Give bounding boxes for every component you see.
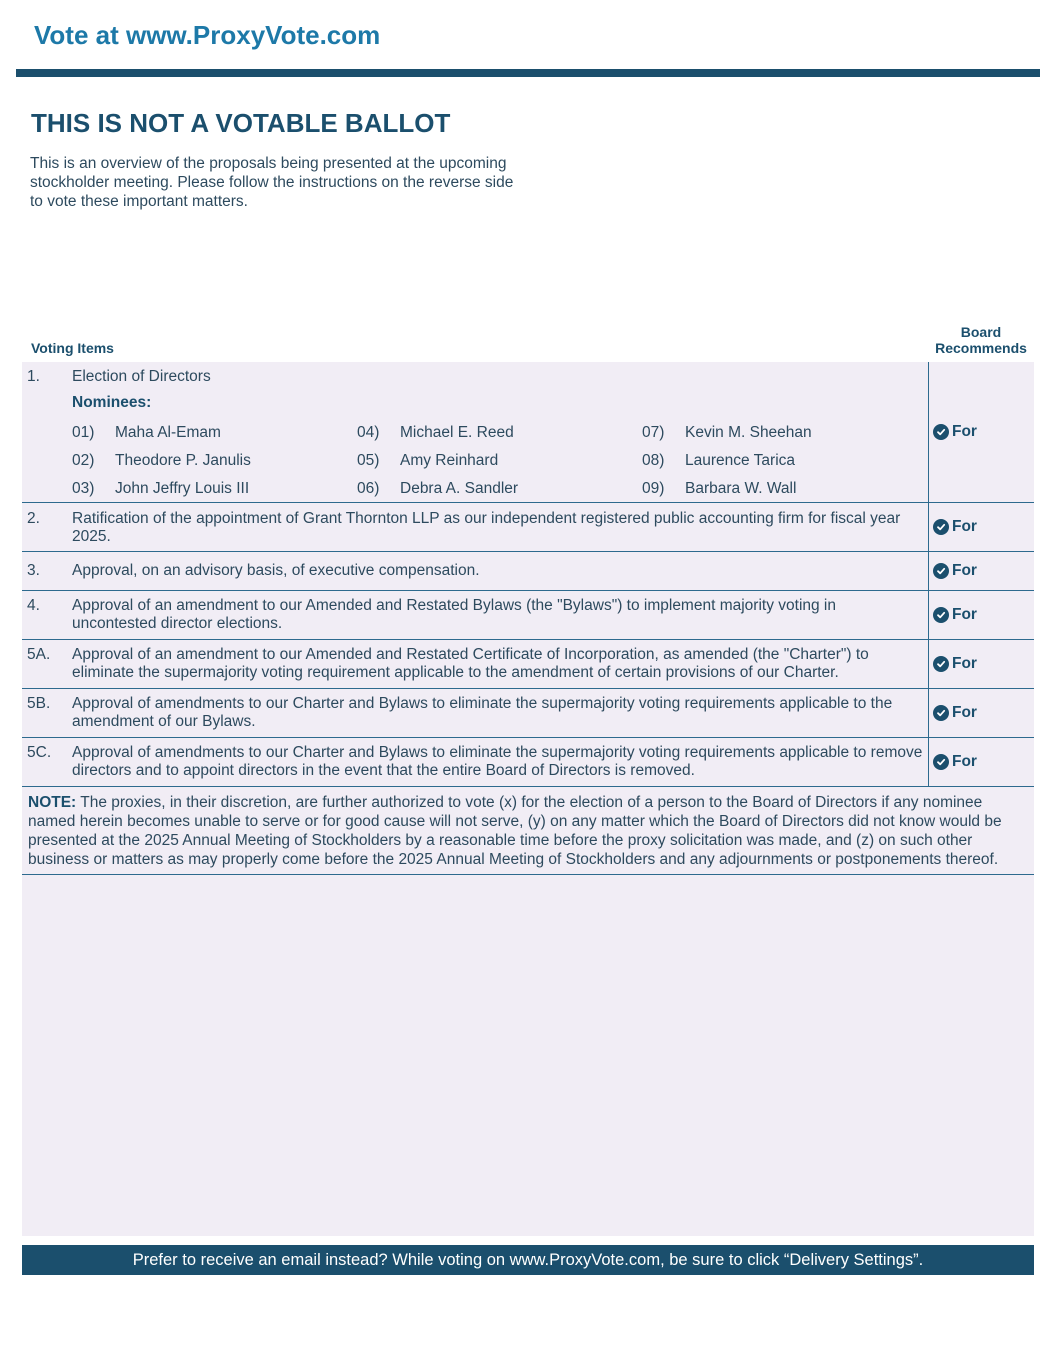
note-label: NOTE:	[28, 794, 77, 811]
check-circle-icon	[933, 656, 949, 672]
nominee	[357, 424, 514, 442]
item-number: 5A.	[27, 646, 51, 663]
note-section	[22, 787, 1034, 875]
check-circle-icon	[933, 754, 949, 770]
item-number: 5C.	[27, 744, 52, 761]
recommendation-cell	[928, 738, 1034, 786]
recommendation	[933, 423, 977, 441]
recommendation-cell	[928, 552, 1034, 590]
nominee-name: Barbara W. Wall	[685, 480, 797, 497]
nominee	[642, 452, 795, 470]
nominee-name: Michael E. Reed	[400, 424, 514, 441]
voting-item-5c	[22, 738, 1034, 787]
nominee-name: Debra A. Sandler	[400, 480, 519, 497]
recommendation-cell	[928, 362, 1034, 502]
nominee-number: 03)	[72, 480, 95, 497]
recommendation	[933, 704, 977, 722]
nominee	[72, 480, 249, 498]
voting-item-3	[22, 552, 1034, 591]
item-text: Approval of an amendment to our Amended and Restated Bylaws (the "Bylaws") to implement majority voting in uncontested director elections.	[72, 597, 836, 632]
nominee-number: 09)	[642, 480, 665, 497]
recommendation-cell	[928, 591, 1034, 639]
check-circle-icon	[933, 607, 949, 623]
nominee	[72, 424, 221, 442]
nominee-number: 01)	[72, 424, 95, 441]
email-delivery-banner: Prefer to receive an email instead? While voting on www.ProxyVote.com, be sure to click “Delivery Settings”.	[22, 1245, 1034, 1275]
item-number: 4.	[27, 597, 40, 614]
recommendation	[933, 518, 977, 536]
check-circle-icon	[933, 563, 949, 579]
nominee-name: Kevin M. Sheehan	[685, 424, 812, 441]
item-text: Approval of an amendment to our Amended and Restated Certificate of Incorporation, as amended (the "Charter") to eliminate the supermajority voting requirement applicable to the amendment of certain provisions of our Charter.	[72, 646, 869, 681]
voting-item-1	[22, 362, 1034, 503]
nominee	[357, 452, 498, 470]
header-divider	[16, 69, 1040, 77]
nominee-number: 04)	[357, 424, 380, 441]
voting-item-4	[22, 591, 1034, 640]
item-text: Approval of amendments to our Charter and Bylaws to eliminate the supermajority voting requirements applicable to the amendment of our Bylaws.	[72, 695, 893, 730]
recommendation-label: For	[952, 518, 977, 535]
note-text: The proxies, in their discretion, are further authorized to vote (x) for the election of a person to the Board of Directors if any nominee named herein becomes unable to serve or for good cause will not serve, (y) on any matter which the Board of Directors did not know would be presented at the 2025 Annual Meeting of Stockholders by a reasonable time before the proxy solicitation was made, and (z) on such other business or matters as may properly come before the 2025 Annual Meeting of Stockholders and any adjournments or postponements thereof.	[28, 794, 1002, 868]
nominee-name: Amy Reinhard	[400, 452, 499, 469]
item-number: 2.	[27, 510, 40, 527]
nominee	[72, 452, 251, 470]
check-circle-icon	[933, 519, 949, 535]
item-number: 1.	[27, 368, 40, 385]
nominee-number: 02)	[72, 452, 95, 469]
voting-item-5b	[22, 689, 1034, 738]
voting-items-header: Voting Items	[31, 340, 114, 356]
nominee-name: Laurence Tarica	[685, 452, 796, 469]
proxyvote-link[interactable]: Vote at www.ProxyVote.com	[34, 20, 381, 50]
recommendation-cell	[928, 640, 1034, 688]
item-number: 5B.	[27, 695, 51, 712]
board-header-line1: Board	[960, 324, 1002, 340]
board-header-line2: Recommends	[935, 340, 1027, 356]
recommendation-label: For	[952, 423, 977, 440]
check-circle-icon	[933, 424, 949, 440]
item-text: Approval, on an advisory basis, of executive compensation.	[72, 562, 480, 579]
recommendation-cell	[928, 689, 1034, 737]
voting-items-table	[22, 362, 1034, 875]
page-title: THIS IS NOT A VOTABLE BALLOT	[31, 108, 451, 138]
board-recommends-header	[928, 324, 1034, 356]
recommendation-label: For	[952, 753, 977, 770]
nominee	[642, 424, 812, 442]
nominee-number: 05)	[357, 452, 380, 469]
nominee	[642, 480, 796, 498]
nominee-name: Maha Al-Emam	[115, 424, 221, 441]
recommendation	[933, 562, 977, 580]
item-text: Approval of amendments to our Charter and Bylaws to eliminate the supermajority voting requirements applicable to remove directors and to appoint directors in the event that the entire Board of Directors is removed.	[72, 744, 923, 779]
nominee-name: John Jeffry Louis III	[115, 480, 250, 497]
nominee-name: Theodore P. Janulis	[115, 452, 251, 469]
voting-item-5a	[22, 640, 1034, 689]
item-text: Ratification of the appointment of Grant Thornton LLP as our independent registered public accounting firm for fiscal year 2025.	[72, 510, 901, 545]
recommendation-cell	[928, 503, 1034, 551]
item-text: Election of Directors	[72, 368, 211, 385]
recommendation	[933, 606, 977, 624]
nominee-number: 07)	[642, 424, 665, 441]
intro-text: This is an overview of the proposals being presented at the upcoming stockholder meeting. Please follow the instructions on the reverse side to vote these important matters.	[30, 155, 514, 210]
nominees-label: Nominees:	[72, 394, 152, 411]
item-number: 3.	[27, 562, 40, 579]
nominee-number: 06)	[357, 480, 380, 497]
voting-item-2	[22, 503, 1034, 552]
recommendation	[933, 655, 977, 673]
check-circle-icon	[933, 705, 949, 721]
recommendation-label: For	[952, 562, 977, 579]
nominee	[357, 480, 518, 498]
recommendation-label: For	[952, 704, 977, 721]
recommendation	[933, 753, 977, 771]
nominee-number: 08)	[642, 452, 665, 469]
recommendation-label: For	[952, 655, 977, 672]
recommendation-label: For	[952, 606, 977, 623]
